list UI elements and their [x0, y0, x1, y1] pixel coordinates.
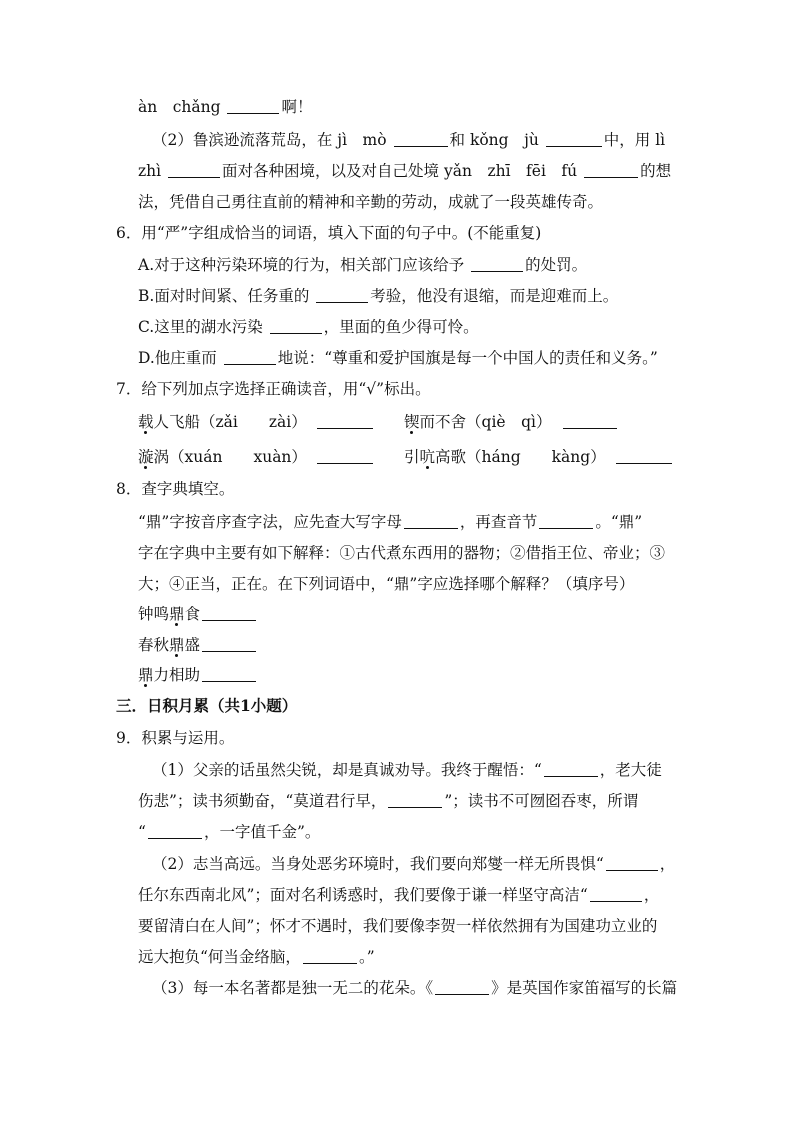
dotted-char: 鼎: [169, 636, 185, 654]
q7-item-2: 锲而不舍（qiè qì）: [404, 412, 619, 432]
answer-blank[interactable]: [227, 98, 279, 114]
q8-word-1: 钟鸣鼎食: [138, 604, 258, 624]
q6-option-b: B.面对时间紧、任务重的 考验，他没有退缩，而是迎难而上。: [138, 287, 619, 305]
q9-s2-line-2: 任尔东西南北风”；面对名利诱惑时，我们要像于谦一样坚守高洁“ ，: [138, 886, 660, 904]
q9-s1-line-3: “ ，一字值千金”。: [138, 823, 321, 841]
answer-blank[interactable]: [435, 979, 489, 995]
answer-blank[interactable]: [316, 287, 368, 303]
q9-title: 9．积累与运用。: [116, 729, 235, 747]
answer-blank[interactable]: [168, 162, 220, 178]
answer-blank[interactable]: [148, 823, 202, 839]
answer-blank[interactable]: [606, 855, 658, 871]
q5-line-2: （2）鲁滨逊流落荒岛，在 jì mò 和 kǒng jù 中，用 lì: [152, 131, 666, 149]
q9-s1-line-1: （1）父亲的话虽然尖锐，却是真诚劝导。我终于醒悟：“ ，老大徒: [152, 761, 662, 779]
dotted-char: 漩: [138, 448, 154, 466]
q8-title: 8．查字典填空。: [116, 480, 235, 498]
q8-para-3: 大；④正当，正在。在下列词语中，“鼎”字应选择哪个解释？（填序号）: [138, 575, 635, 593]
q5-line-1: àn chǎng 啊！: [138, 98, 313, 116]
answer-blank[interactable]: [317, 413, 373, 429]
dotted-char: 锲: [404, 413, 420, 431]
answer-blank[interactable]: [317, 448, 373, 464]
q5-line-3: zhì 面对各种困境，以及对自己处境 yǎn zhī fēi fú 的想: [138, 162, 672, 180]
dotted-char: 载: [138, 413, 154, 431]
answer-blank[interactable]: [303, 948, 357, 964]
q9-s2-line-3: 要留清白在人间”；怀才不遇时，我们要像李贺一样依然拥有为国建功立业的: [138, 917, 658, 935]
answer-blank[interactable]: [563, 413, 617, 429]
q7-title: 7．给下列加点字选择正确读音，用“√”标出。: [116, 380, 431, 398]
answer-blank[interactable]: [202, 636, 256, 652]
answer-blank[interactable]: [584, 162, 638, 178]
q6-title: 6．用“严”字组成恰当的词语，填入下面的句子中。(不能重复): [116, 224, 542, 242]
q8-word-3: 鼎力相助: [138, 665, 258, 685]
answer-blank[interactable]: [388, 792, 442, 808]
q6-option-c: C.这里的湖水污染 ，里面的鱼少得可怜。: [138, 318, 479, 336]
answer-blank[interactable]: [404, 513, 458, 529]
q8-para-2: 字在字典中主要有如下解释：①古代煮东西用的器物；②借指王位、帝业；③: [138, 544, 666, 562]
q9-s1-line-2: 伤悲”；读书须勤奋，“莫道君行早， ”；读书不可囫囵吞枣，所谓: [138, 792, 639, 810]
answer-blank[interactable]: [202, 605, 256, 621]
q7-item-3: 漩涡（xuán xuàn）: [138, 447, 375, 467]
dotted-char: 吭: [419, 448, 436, 466]
q6-option-a: A.对于这种污染环境的行为，相关部门应该给予 的处罚。: [138, 256, 588, 274]
q9-s2-line-4: 远大抱负“何当金络脑， 。”: [138, 948, 375, 966]
dotted-char: 鼎: [138, 666, 154, 684]
answer-blank[interactable]: [546, 131, 602, 147]
q7-item-4: 引吭高歌（háng kàng）: [404, 447, 674, 467]
answer-blank[interactable]: [544, 761, 598, 777]
q6-option-d: D.他庄重而 地说：“尊重和爱护国旗是每一个中国人的责任和义务。”: [138, 349, 658, 367]
answer-blank[interactable]: [224, 349, 276, 365]
q7-item-1: 载人飞船（zǎi zài）: [138, 412, 375, 432]
answer-blank[interactable]: [394, 131, 448, 147]
answer-blank[interactable]: [616, 448, 672, 464]
q8-word-2: 春秋鼎盛: [138, 635, 258, 655]
section-heading: 三．日积月累（共1小题）: [116, 696, 298, 715]
answer-blank[interactable]: [270, 318, 322, 334]
q9-s2-line-1: （2）志当高远。当身处恶劣环境时，我们要向郑燮一样无所畏惧“ ，: [152, 855, 676, 873]
dotted-char: 鼎: [169, 605, 185, 623]
q9-s3-line-1: （3）每一本名著都是独一无二的花朵。《 》是英国作家笛福写的长篇: [152, 979, 678, 997]
q8-para-1: “鼎”字按音序查字法，应先查大写字母 ，再查音节 。“鼎”: [138, 513, 643, 531]
answer-blank[interactable]: [590, 886, 642, 902]
q5-line-4: 法，凭借自己勇往直前的精神和辛勤的劳动，成就了一段英雄传奇。: [138, 193, 604, 211]
answer-blank[interactable]: [202, 666, 256, 682]
answer-blank[interactable]: [539, 513, 593, 529]
answer-blank[interactable]: [471, 256, 523, 272]
